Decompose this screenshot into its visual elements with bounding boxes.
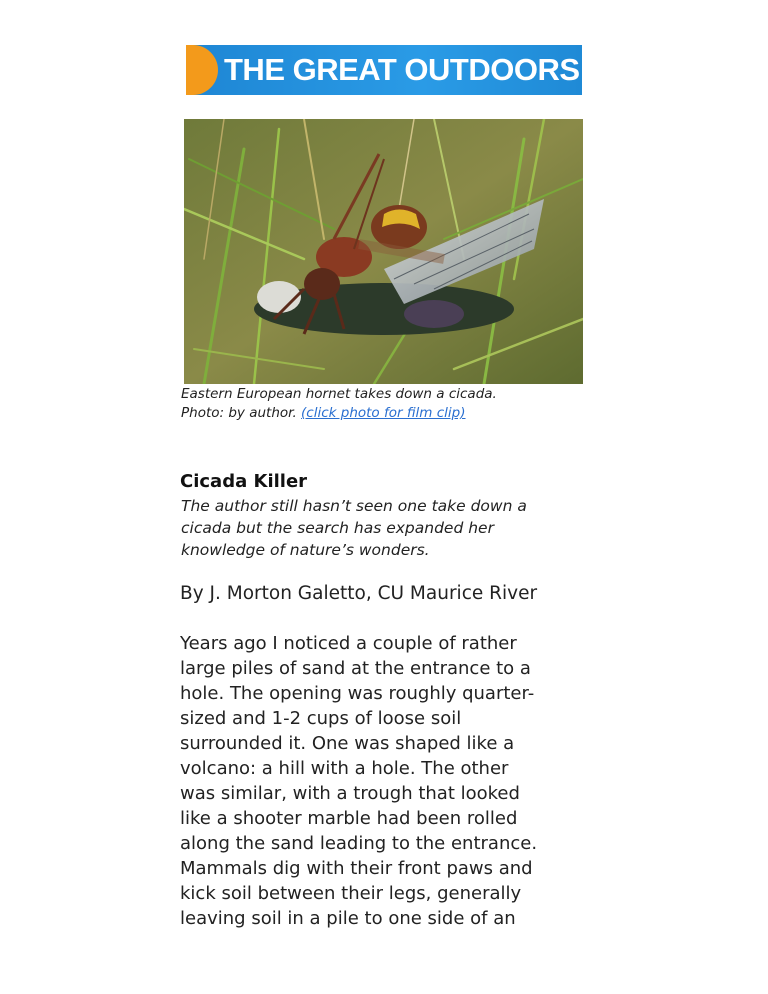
body-line: hole. The opening was roughly quarter- — [180, 683, 535, 704]
body-line: volcano: a hill with a hole. The other — [180, 758, 509, 779]
body-line: surrounded it. One was shaped like a — [180, 733, 515, 754]
deck-line: The author still hasn’t seen one take down a — [181, 497, 527, 515]
body-line: along the sand leading to the entrance. — [180, 833, 538, 854]
deck-line: knowledge of nature’s wonders. — [181, 541, 430, 559]
caption-credit: Photo: by author. — [181, 405, 302, 421]
film-clip-link[interactable]: (click photo for film clip) — [301, 405, 466, 421]
article-byline: By J. Morton Galetto, CU Maurice River — [180, 583, 538, 604]
caption-line-1: Eastern European hornet takes down a cicada. — [181, 386, 497, 402]
body-line: like a shooter marble had been rolled — [180, 808, 518, 829]
caption-line-2 — [181, 404, 601, 423]
body-line: leaving soil in a pile to one side of an — [180, 908, 516, 929]
article-deck — [181, 495, 601, 561]
hornet-with-cicada-photo[interactable] — [184, 119, 583, 384]
body-line: Mammals dig with their front paws and — [180, 858, 533, 879]
body-line: kick soil between their legs, generally — [180, 883, 522, 904]
deck-line: cicada but the search has expanded her — [181, 519, 494, 537]
article-headline: Cicada Killer — [180, 471, 308, 492]
banner-title: THE GREAT OUTDOORS — [224, 52, 580, 87]
banner-orange-tab — [186, 45, 218, 95]
body-line: sized and 1-2 cups of loose soil — [180, 708, 462, 729]
photo-caption — [181, 385, 601, 423]
body-line: Years ago I noticed a couple of rather — [180, 633, 517, 654]
body-line: large piles of sand at the entrance to a — [180, 658, 531, 679]
section-banner — [186, 45, 582, 95]
body-line: was similar, with a trough that looked — [180, 783, 520, 804]
article-body — [180, 631, 590, 931]
